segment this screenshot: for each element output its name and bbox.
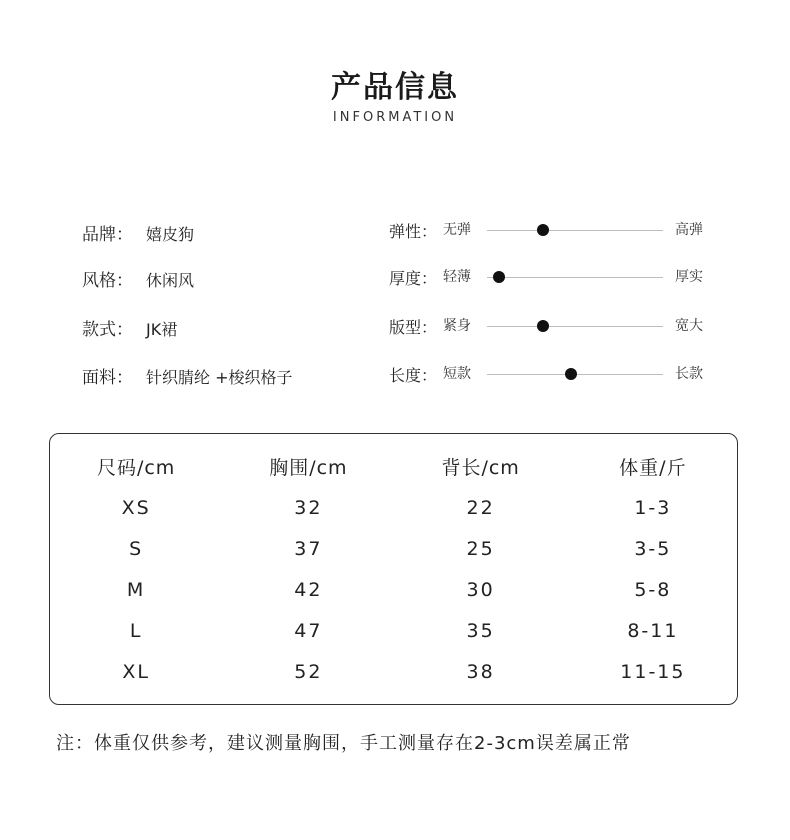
scale-marker	[537, 224, 549, 236]
scale-thickness	[389, 266, 719, 290]
column-header-weight: 体重/斤	[619, 457, 687, 479]
scale-high-label: 长款	[675, 366, 703, 382]
table-cell: 22	[466, 496, 495, 519]
table-cell: 3-5	[634, 537, 672, 560]
table-cell: 32	[294, 496, 323, 519]
table-cell: 8-11	[627, 619, 679, 642]
page-subtitle: INFORMATION	[332, 110, 458, 125]
scale-marker	[537, 320, 549, 332]
info-value: 休闲风	[146, 271, 195, 290]
scale-low-label: 短款	[443, 366, 471, 382]
scale-marker	[493, 271, 505, 283]
info-label: 风格：	[82, 271, 133, 291]
scale-elasticity	[389, 219, 719, 243]
table-cell: 35	[466, 619, 495, 642]
table-cell: S	[129, 537, 144, 560]
table-cell: 1-3	[634, 496, 672, 519]
table-row	[50, 528, 739, 569]
info-brand	[82, 220, 195, 245]
table-cell: 47	[294, 619, 323, 642]
scale-track	[487, 230, 663, 231]
table-header-row	[50, 446, 739, 487]
scale-length	[389, 363, 719, 387]
column-header-back-length: 背长/cm	[441, 457, 520, 479]
scale-track	[487, 374, 663, 375]
scale-label: 弹性：	[389, 222, 438, 241]
info-model	[82, 315, 178, 340]
measurement-note: 注：体重仅供参考，建议测量胸围，手工测量存在2-3cm误差属正常	[56, 733, 631, 754]
table-cell: M	[126, 578, 146, 601]
size-table	[50, 446, 739, 692]
scale-low-label: 无弹	[443, 222, 471, 238]
scale-track	[487, 277, 663, 278]
scale-high-label: 厚实	[675, 269, 703, 285]
scale-low-label: 紧身	[443, 318, 471, 334]
scale-label: 版型：	[389, 318, 438, 337]
table-row	[50, 487, 739, 528]
table-cell: 25	[466, 537, 495, 560]
info-value: 针织腈纶 +梭织格子	[146, 368, 293, 387]
scale-fit	[389, 315, 719, 339]
scale-track	[487, 326, 663, 327]
info-style	[82, 266, 195, 291]
table-cell: L	[129, 619, 143, 642]
info-value: JK裙	[146, 320, 178, 339]
table-cell: 11-15	[620, 660, 686, 683]
scale-high-label: 宽大	[675, 318, 703, 334]
table-cell: 5-8	[634, 578, 672, 601]
info-value: 嬉皮狗	[146, 225, 195, 244]
table-cell: 30	[466, 578, 495, 601]
table-cell: 38	[466, 660, 495, 683]
table-cell: 42	[294, 578, 323, 601]
table-cell: XL	[122, 660, 150, 683]
info-fabric	[82, 363, 293, 388]
scale-high-label: 高弹	[675, 222, 703, 238]
info-label: 款式：	[82, 320, 133, 340]
scale-label: 长度：	[389, 366, 438, 385]
table-cell: 37	[294, 537, 323, 560]
info-label: 品牌：	[82, 225, 133, 245]
page-title: 产品信息	[331, 70, 459, 105]
scale-low-label: 轻薄	[443, 269, 471, 285]
table-cell: 52	[294, 660, 323, 683]
table-row	[50, 569, 739, 610]
table-row	[50, 610, 739, 651]
column-header-chest: 胸围/cm	[269, 457, 348, 479]
scale-label: 厚度：	[389, 269, 438, 288]
size-table-box	[49, 433, 738, 705]
table-cell: XS	[121, 496, 151, 519]
info-label: 面料：	[82, 368, 133, 388]
column-header-size: 尺码/cm	[96, 457, 176, 479]
scale-marker	[565, 368, 577, 380]
table-row	[50, 651, 739, 692]
